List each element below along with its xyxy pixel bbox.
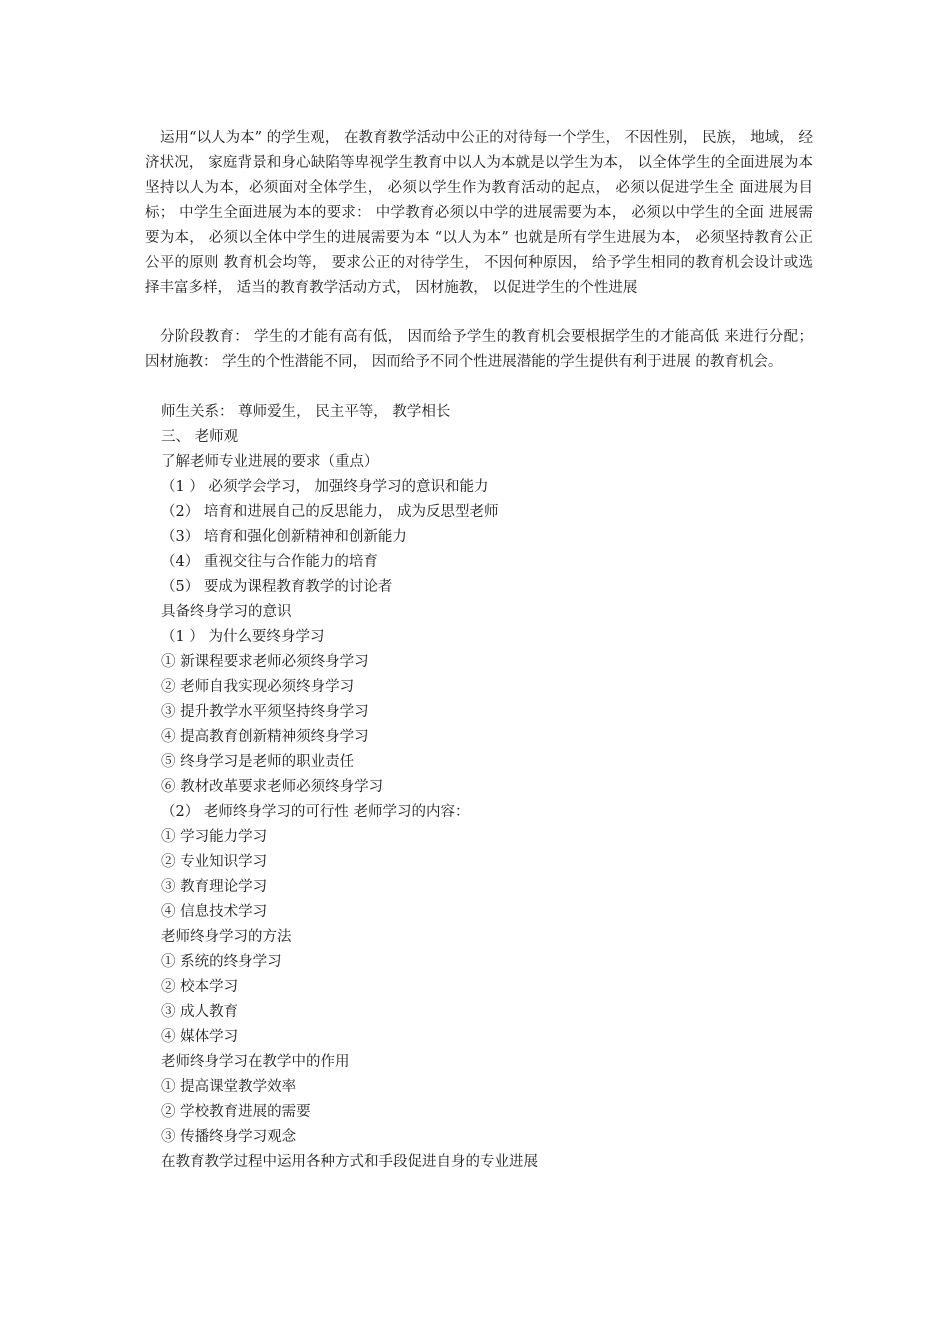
list-item: ⑥ 教材改革要求老师必须终身学习	[161, 779, 384, 795]
list-item: ③ 教育理论学习	[161, 879, 268, 895]
list-item: ④ 提高教育创新精神须终身学习	[161, 729, 369, 745]
subheading-learning-methods: 老师终身学习的方法	[161, 929, 292, 945]
list-item: ④ 媒体学习	[161, 1029, 239, 1045]
list-item: ② 学校教育进展的需要	[161, 1104, 311, 1120]
list-item: （3） 培育和强化创新精神和创新能力	[161, 529, 407, 545]
list-item: （1 ） 必须学会学习， 加强终身学习的意识和能力	[161, 479, 489, 495]
subheading-professional-requirements: 了解老师专业进展的要求（重点）	[161, 454, 379, 470]
list-item: （2） 培育和进展自己的反思能力， 成为反思型老师	[161, 504, 499, 520]
list-item: ② 校本学习	[161, 979, 239, 995]
paragraph-student-view: 运用“以人为本” 的学生观， 在教育教学活动中公正的对待每一个学生， 不因性别， 民族， 地域， 经济状况， 家庭背景和身心缺陷等卑视学生教育中以人为本就是以学生为本， 以全体学生的全面进展为本 坚持以人为本，必须面对全体学生， 必须以学生作为教育活动的起点， 必须以促进学生全 面进展为目标； 中学生全面进展为本的要求： 中学教育必须以中学的进展需要为本， 必须以中学生的全面 进展需要为本， 必须以全体中学生的进展需要为本 “以人为本” 也就是所有学生进展为本， 必须坚持教育公正公平的原则 教育机会均等， 要求公正的对待学生， 不因何种原因， 给予学生相同的教育机会设计或选择丰富多样， 适当的教育教学活动方式， 因材施教， 以促进学生的个性进展	[145, 130, 813, 296]
subheading-lifelong-learning: 具备终身学习的意识	[161, 604, 292, 620]
list-item: （4） 重视交往与合作能力的培育	[161, 554, 378, 570]
list-item: ① 学习能力学习	[161, 829, 268, 845]
list-item: （2） 老师终身学习的可行性 老师学习的内容：	[161, 804, 470, 820]
list-item: ① 新课程要求老师必须终身学习	[161, 654, 369, 670]
list-item: ① 提高课堂教学效率	[161, 1079, 297, 1095]
section-heading-teacher-view: 三、 老师观	[161, 429, 239, 445]
list-item: ③ 成人教育	[161, 1004, 239, 1020]
list-item: ④ 信息技术学习	[161, 904, 268, 920]
subheading-learning-role: 老师终身学习在教学中的作用	[161, 1054, 350, 1070]
list-item: ② 老师自我实现必须终身学习	[161, 679, 355, 695]
list-item: ③ 传播终身学习观念	[161, 1129, 297, 1145]
list-item: （1 ） 为什么要终身学习	[161, 629, 325, 645]
list-item: ⑤ 终身学习是老师的职业责任	[161, 754, 355, 770]
paragraph-staged-education: 分阶段教育： 学生的才能有高有低， 因而给予学生的教育机会要根据学生的才能高低 来进行分配； 因材施教： 学生的个性潜能不同， 因而给予不同个性进展潜能的学生提供有利于进展 的教育机会。	[145, 329, 813, 370]
list-item: ② 专业知识学习	[161, 854, 268, 870]
line-teacher-student-relation: 师生关系： 尊师爱生， 民主平等， 教学相长	[161, 404, 451, 420]
list-item: ③ 提升教学水平须坚持终身学习	[161, 704, 369, 720]
list-item: ① 系统的终身学习	[161, 954, 282, 970]
line-closing: 在教育教学过程中运用各种方式和手段促进自身的专业进展	[161, 1154, 538, 1170]
list-item: （5） 要成为课程教育教学的讨论者	[161, 579, 393, 595]
